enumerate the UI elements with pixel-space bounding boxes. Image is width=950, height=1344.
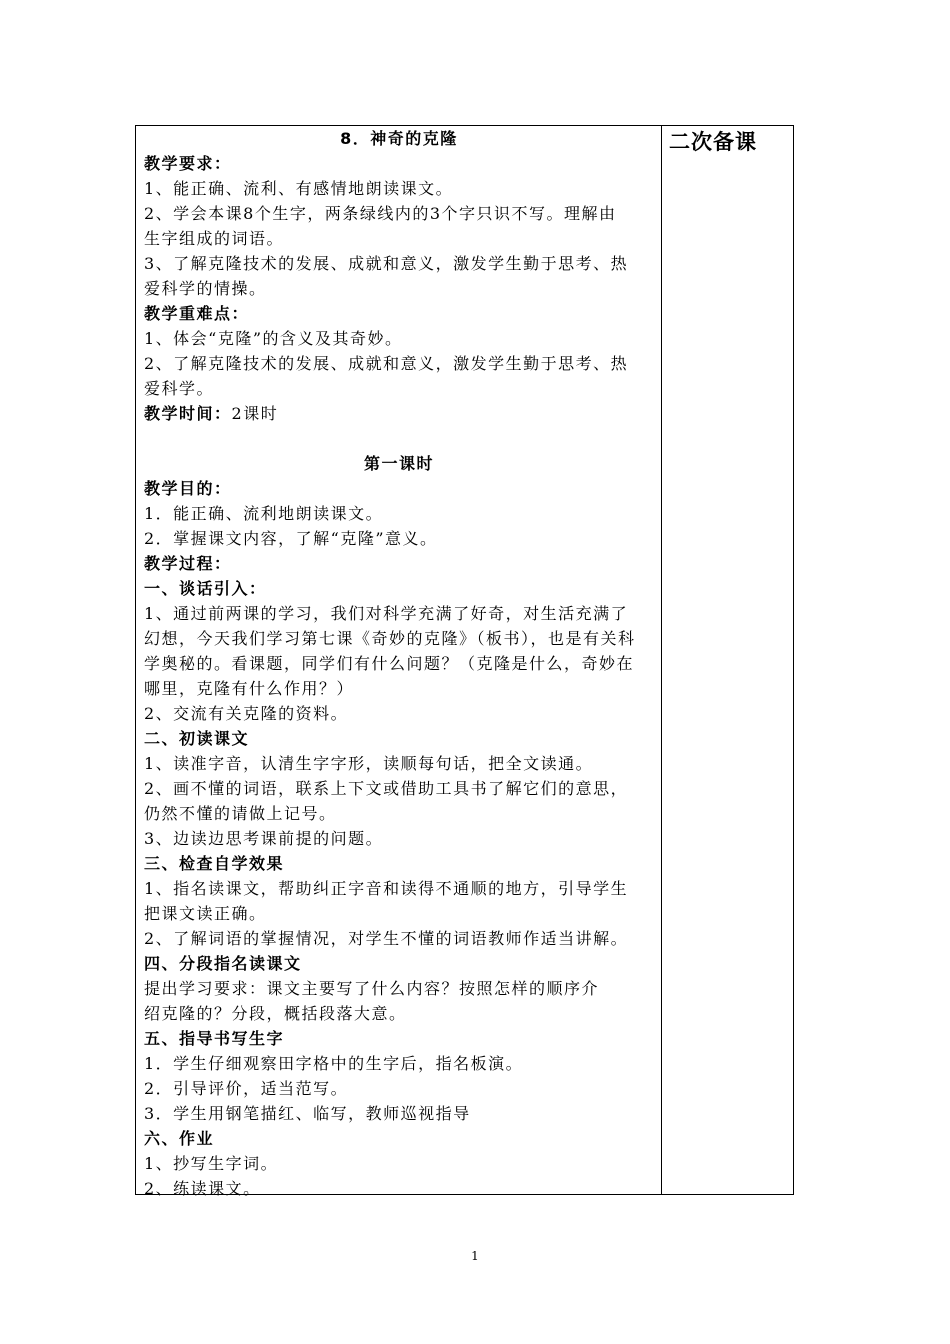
text-line: 2、画不懂的词语，联系上下文或借助工具书了解它们的意思， [144,779,629,798]
text-line: 2、交流有关克隆的资料。 [144,704,349,723]
text-line: 3、了解克隆技术的发展、成就和意义，激发学生勤于思考、热 [144,254,629,273]
text-line: 2．引导评价，适当范写。 [144,1079,349,1098]
text-line: 2、练读课文。 [144,1179,261,1198]
secondary-prep-title: 二次备课 [669,130,757,154]
text-line: 1、指名读课文，帮助纠正字音和读得不通顺的地方，引导学生 [144,879,629,898]
lesson-lines [144,151,654,1201]
heading-text: 一、谈话引入： [144,579,267,598]
text-line: 3．学生用钢笔描红、临写，教师巡视指导 [144,1104,471,1123]
column-divider [661,126,662,1194]
text-line: 提出学习要求：课文主要写了什么内容？按照怎样的顺序介 [144,979,600,998]
section-heading [144,476,654,501]
heading-text: 教学重难点： [144,304,250,323]
section-heading [144,551,654,576]
text-line: 生字组成的词语。 [144,229,285,248]
text-line: 幻想，今天我们学习第七课《奇妙的克隆》（板书），也是有关科 [144,629,636,648]
section-heading [144,851,654,876]
heading-text: 五、指导书写生字 [144,1029,285,1048]
text-line: 哪里，克隆有什么作用？） [144,679,355,698]
text-line: 2、了解词语的掌握情况，对学生不懂的词语教师作适当讲解。 [144,929,629,948]
text-line: 2．掌握课文内容，了解“克隆”意义。 [144,529,438,548]
text-line: 绍克隆的？分段，概括段落大意。 [144,1004,407,1023]
text-line: 学奥秘的。看课题，同学们有什么问题？（克隆是什么，奇妙在 [144,654,635,673]
section-heading [144,401,654,426]
heading-text: 四、分段指名读课文 [144,954,302,973]
text-line: 1、能正确、流利、有感情地朗读课文。 [144,179,454,198]
lesson-content-cell [144,126,654,1201]
section-heading [144,726,654,751]
page-number: 1 [471,1249,479,1263]
heading-text: 三、检查自学效果 [144,854,285,873]
text-line: 1．能正确、流利地朗读课文。 [144,504,384,523]
section-heading [144,576,654,601]
heading-text: 六、作业 [144,1129,215,1148]
lesson-title: 8．神奇的克隆 [340,129,458,148]
section-heading [144,301,654,326]
text-line: 2、学会本课8个生字，两条绿线内的3个字只识不写。理解由 [144,204,617,223]
text-line: 1、抄写生字词。 [144,1154,279,1173]
heading-text: 二、初读课文 [144,729,250,748]
text-line: 1、体会“克隆”的含义及其奇妙。 [144,329,403,348]
text-line: 1、通过前两课的学习，我们对科学充满了好奇，对生活充满了 [144,604,629,623]
text-line: 把课文读正确。 [144,904,267,923]
text-line: 2、了解克隆技术的发展、成就和意义，激发学生勤于思考、热 [144,354,629,373]
section-heading [144,1126,654,1151]
section-heading [144,1026,654,1051]
period-heading: 第一课时 [363,454,434,473]
blank-line [144,426,654,451]
text-line: 仍然不懂的请做上记号。 [144,804,337,823]
section-heading [144,951,654,976]
heading-text: 教学时间： [144,404,232,423]
text-line: 1、读准字音，认清生字字形，读顺每句话，把全文读通。 [144,754,594,773]
text-line: 3、边读边思考课前提的问题。 [144,829,384,848]
heading-text: 教学要求： [144,154,232,173]
heading-text: 教学过程： [144,554,232,573]
secondary-prep-cell [669,128,787,156]
text-line: 1．学生仔细观察田字格中的生字后，指名板演。 [144,1054,524,1073]
heading-text: 教学目的： [144,479,232,498]
text-line: 爱科学。 [144,379,215,398]
lesson-plan-table [135,125,794,1198]
section-heading [144,151,654,176]
heading-value: 2课时 [231,404,279,423]
text-line: 爱科学的情操。 [144,279,267,298]
